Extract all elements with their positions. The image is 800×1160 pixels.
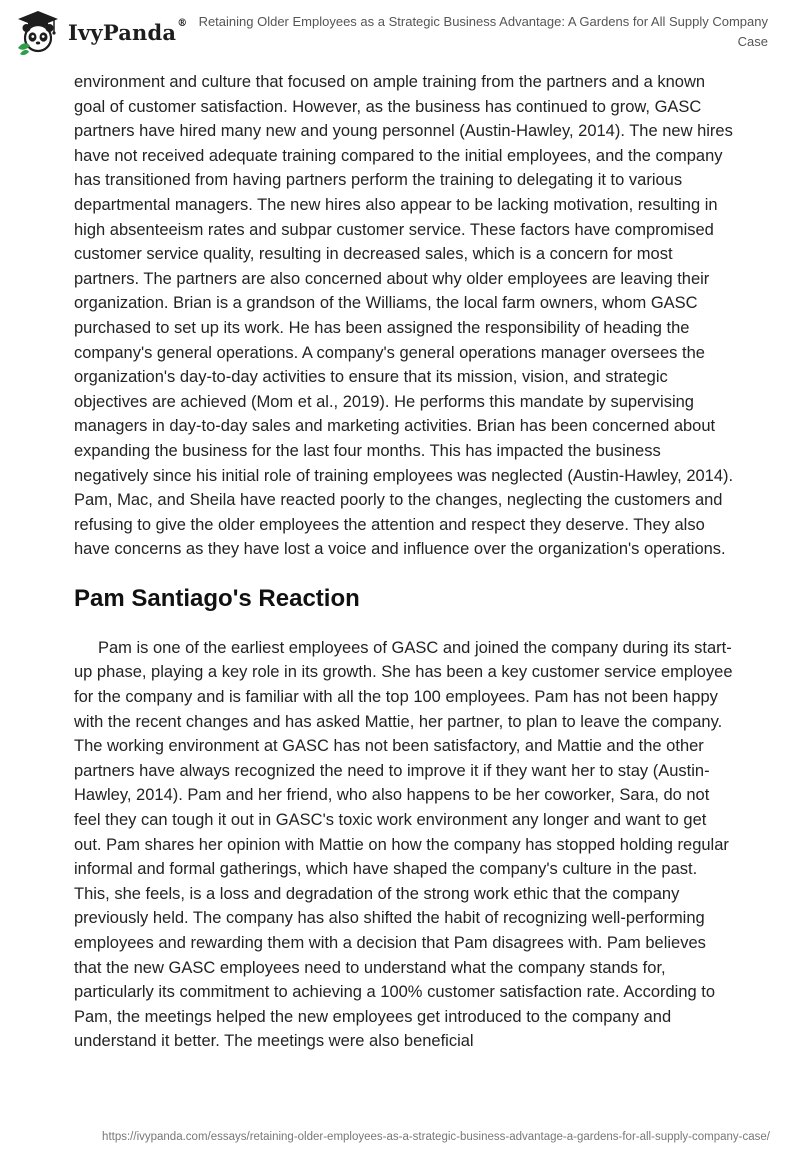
section-heading: Pam Santiago's Reaction — [74, 584, 360, 612]
page-header — [0, 0, 800, 60]
paragraph: environment and culture that focused on ample training from the partners and a known goal of customer satisfaction. However, as the business has continued to grow, GASC partners have hired many new and young personnel (Austin-Hawley, 2014). The new hires have not received adequate training compared to the initial employees, and the company has transitioned from having partners perform the training to delegating it to various departmental managers. The new hires also appear to be lacking motivation, resulting in high absenteeism rates and subpar customer service. These factors have compromised customer service quality, resulting in decreased sales, which is a concern for most partners. The partners are also concerned about why older employees are leaving their organization. Brian is a grandson of the Williams, the local farm owners, whom GASC purchased to set up its work. He has been assigned the responsibility of heading the company's general operations. A company's general operations manager oversees the organization's day-to-day activities to ensure that its mission, vision, and strategic objectives are achieved (Mom et al., 2019). He performs this mandate by supervising managers in day-to-day sales and marketing activities. Brian has been concerned about expanding the business for the last four months. This has impacted the business negatively since his initial role of training employees was neglected (Austin-Hawley, 2014). Pam, Mac, and Sheila have reacted poorly to the changes, neglecting the customers and refusing to give the older employees the attention and respect they deserve. They also have concerns as they have lost a voice and influence over the organization's operations. — [74, 73, 734, 559]
source-url[interactable]: https://ivypanda.com/essays/retaining-older-employees-as-a-strategic-business-advantage-a-gardens-for-all-supply-company-case/ — [102, 1131, 770, 1143]
logo-text: IvyPanda — [68, 19, 177, 45]
panda-graduate-icon — [14, 8, 62, 56]
paragraph: Pam is one of the earliest employees of GASC and joined the company during its start-up phase, playing a key role in its growth. She has been a key customer service employee for the company and is familiar with all the top 100 employees. Pam has not been happy with the recent changes and has asked Mattie, her partner, to plan to leave the company. The working environment at GASC has not been satisfactory, and Mattie and the other partners have always recognized the need to improve it if they want her to stay (Austin-Hawley, 2014). Pam and her friend, who also happens to be her coworker, Sara, do not feel they can tough it out in GASC's toxic work environment any longer and want to get out. Pam shares her opinion with Mattie on how the company has stopped holding regular informal and formal gatherings, which have shaped the company's culture in the past. This, she feels, is a loss and degradation of the strong work ethic that the company previously held. The company has also shifted the habit of recognizing well-performing employees and rewarding them with a decision that Pam disagrees with. Pam believes that the new GASC employees need to understand what the company stands for, particularly its commitment to achieving a 100% customer satisfaction rate. According to Pam, the meetings helped the new employees get introduced to the company and understand it better. The meetings were also beneficial — [74, 638, 733, 1051]
registered-mark: ® — [177, 17, 188, 29]
logo-wordmark — [68, 17, 188, 45]
essay-body — [74, 70, 734, 1054]
ivypanda-logo[interactable] — [14, 8, 187, 56]
document-title: Retaining Older Employees as a Strategic Business Advantage: A Gardens for All Supply Company Case — [198, 14, 768, 49]
